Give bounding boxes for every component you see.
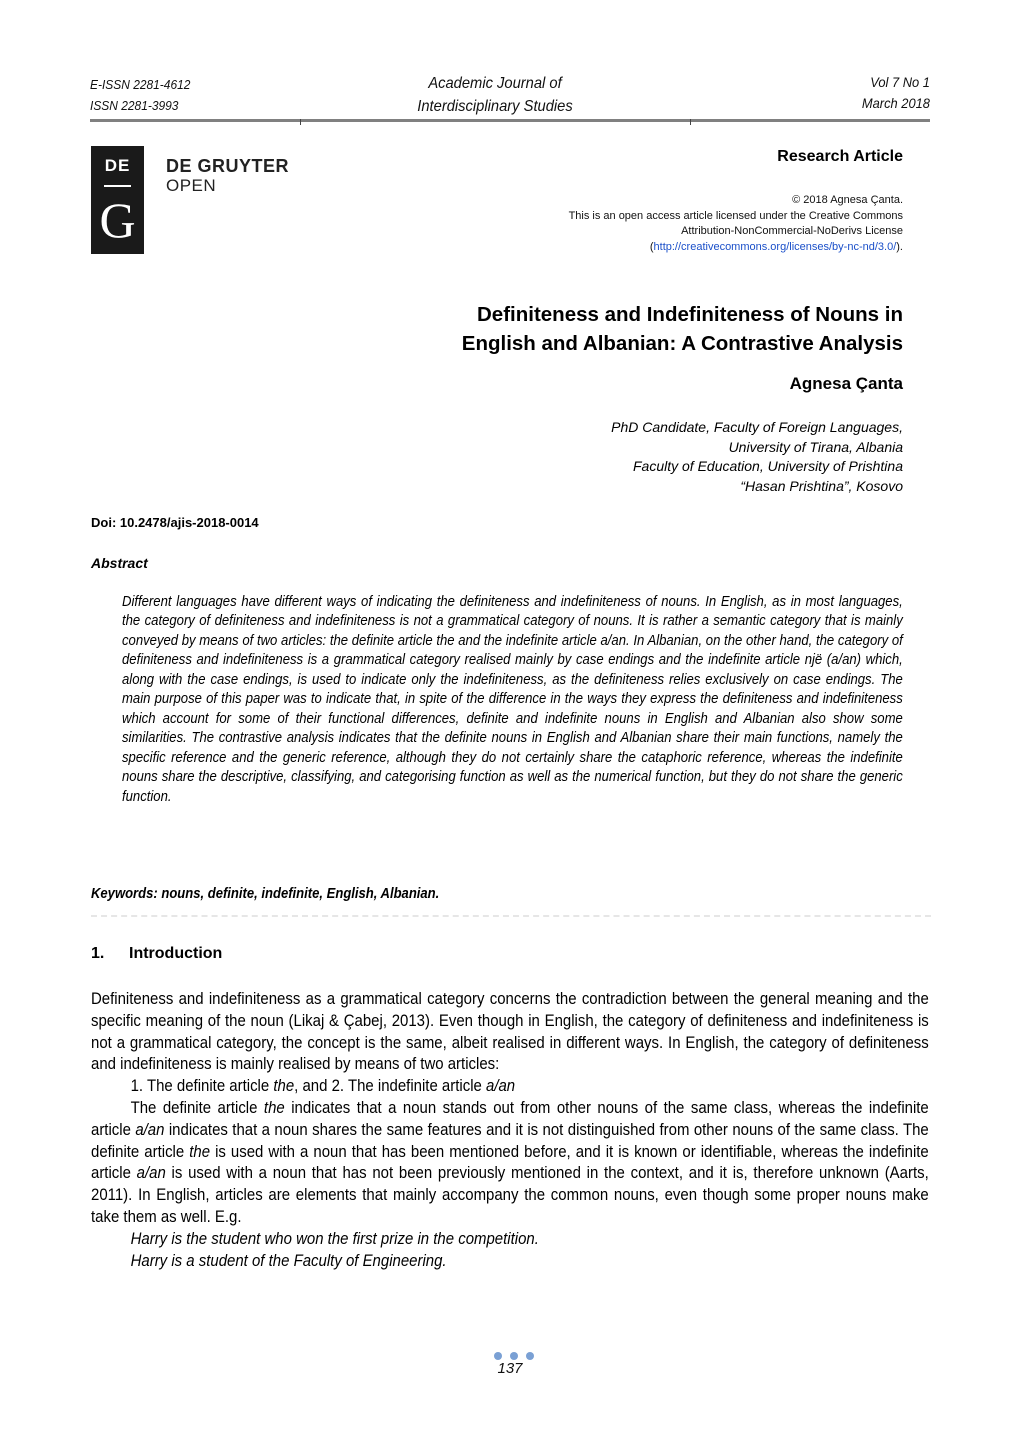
dot-icon (510, 1352, 518, 1360)
title-line1: Definiteness and Indefiniteness of Nouns in (477, 303, 903, 326)
abstract-text (122, 593, 903, 807)
logo-mark-bar (104, 185, 131, 187)
article-type: Research Article (777, 148, 903, 165)
journal-name (316, 72, 675, 118)
license-line2: Attribution-NonCommercial-NoDerivs License (681, 225, 903, 237)
section-number: 1. (91, 945, 105, 962)
issn: ISSN 2281-3993 (90, 98, 179, 113)
copyright: © 2018 Agnesa Çanta. (792, 194, 903, 206)
keywords (91, 886, 478, 902)
example-sentence: Harry is the student who won the first prize in the competition. (130, 1228, 539, 1248)
affiliation-line: Faculty of Education, University of Prishtina (632, 458, 903, 474)
list-text: 1. The definite article (130, 1076, 274, 1096)
header-rule-tick (690, 119, 691, 125)
body-text (91, 988, 930, 1271)
example-sentence: Harry is a student of the Faculty of Engineering. (130, 1250, 447, 1270)
paren: ( (649, 240, 654, 253)
paragraph (91, 1097, 929, 1228)
list-text: , and 2. The indefinite article (294, 1076, 487, 1096)
text: indicates that a noun stands out from other nouns of the same class, whereas the indefinite article (91, 1097, 929, 1139)
affiliation-line: University of Tirana, Albania (728, 438, 903, 455)
doi: Doi: 10.2478/ajis-2018-0014 (91, 515, 259, 530)
dot-icon (526, 1352, 534, 1360)
section-heading (91, 945, 222, 963)
volume: Vol 7 No 1 (870, 74, 930, 90)
list-emphasis: the (273, 1076, 295, 1096)
abstract-heading: Abstract (91, 555, 148, 571)
de-gruyter-logo-mark (91, 146, 144, 254)
page-ornament-dots (494, 1352, 534, 1360)
emphasis: a/an (136, 1163, 166, 1183)
emphasis: the (189, 1141, 211, 1161)
article-list (91, 1075, 929, 1097)
section-title: Introduction (129, 945, 223, 962)
license-line1: This is an open access article licensed under the Creative Commons (568, 209, 903, 222)
logo-mark-de: DE (104, 156, 131, 175)
text: is used with a noun that has not been previously mentioned in the context, and it is, therefore unknown (Aarts, 2011). In English, articles are elements that mainly accompany the common nouns, even though some proper nouns make take them as well. E.g. (91, 1163, 929, 1226)
header-rule (90, 119, 930, 122)
eissn: E-ISSN 2281-4612 (90, 77, 191, 92)
affiliation-line: PhD Candidate, Faculty of Foreign Languages, (611, 419, 903, 435)
license-link[interactable]: http://creativecommons.org/licenses/by-nc-nd/3.0/ (653, 240, 897, 253)
paragraph: Definiteness and indefiniteness as a grammatical category concerns the contradiction between the general meaning and the specific meaning of the noun (Likaj & Çabej, 2013). Even though in English, the category of definiteness and indefiniteness is not a grammatical category, the concept is the same, albeit realised in different ways. In English, the category of definiteness and indefiniteness is mainly realised by means of two articles: (91, 989, 929, 1074)
logo-mark-g: G (99, 192, 136, 248)
header-rule-tick (300, 119, 301, 125)
author-name: Agnesa Çanta (789, 374, 903, 393)
article-title (462, 300, 903, 358)
author-affiliation (611, 418, 903, 496)
paren: ). (896, 240, 903, 253)
text: is used with a noun that has been mentioned before, and it is known or identifiable, whereas the indefinite article (91, 1141, 929, 1183)
publisher-subname: OPEN (166, 176, 217, 195)
page-number: 137 (497, 1360, 523, 1377)
issue-date: March 2018 (861, 95, 930, 111)
publisher-name: DE GRUYTER (166, 156, 290, 176)
title-line2: English and Albanian: A Contrastive Analysis (461, 332, 903, 355)
journal-name-line1: Academic Journal of (428, 75, 562, 92)
text: indicates that a noun shares the same features and it is not distinguished from other nouns of the same class. The definite article (91, 1119, 929, 1161)
section-separator (91, 915, 931, 917)
affiliation-line: “Hasan Prishtina”, Kosovo (740, 477, 903, 494)
emphasis: a/an (135, 1119, 165, 1139)
abstract-body: Different languages have different ways of indicating the definiteness and indefiniteness of nouns. In English, as in most languages, the category of definiteness and indefiniteness is not a grammatical category of nouns. It is rather a semantic category that is mainly conveyed by means of two articles: the definite article the and the indefinite article a/an. In Albanian, on the other hand, the category of definiteness and indefiniteness is a grammatical category realised mainly by case endings and the indefinite article një (a/an) which, along with the case endings, is used to indicate only the indefiniteness, as the definiteness relies exclusively on case endings. The main purpose of this paper was to indicate that, in spite of the difference in the ways they express the definiteness and indefiniteness which account for some of their functional differences, definite and indefinite nouns in English and Albanian also show some similarities. The contrastive analysis indicates that the definite nouns in English and Albanian share their main functions, namely the specific reference and the generic reference, although they do not certainly share the cataphoric reference, whereas the indefinite nouns share the descriptive, classifying, and categorising function as well as the numerical function, but they do not share the generic function. (122, 594, 903, 805)
list-emphasis: a/an (486, 1076, 516, 1096)
license-url-line (569, 240, 903, 256)
text: The definite article (130, 1097, 264, 1117)
journal-issn-block (90, 74, 190, 116)
dot-icon (494, 1352, 502, 1360)
license-block (569, 193, 903, 255)
keywords-text: Keywords: nouns, definite, indefinite, English, Albanian. (91, 886, 440, 902)
emphasis: the (263, 1097, 285, 1117)
journal-issue (862, 72, 930, 114)
journal-name-line2: Interdisciplinary Studies (417, 98, 573, 115)
